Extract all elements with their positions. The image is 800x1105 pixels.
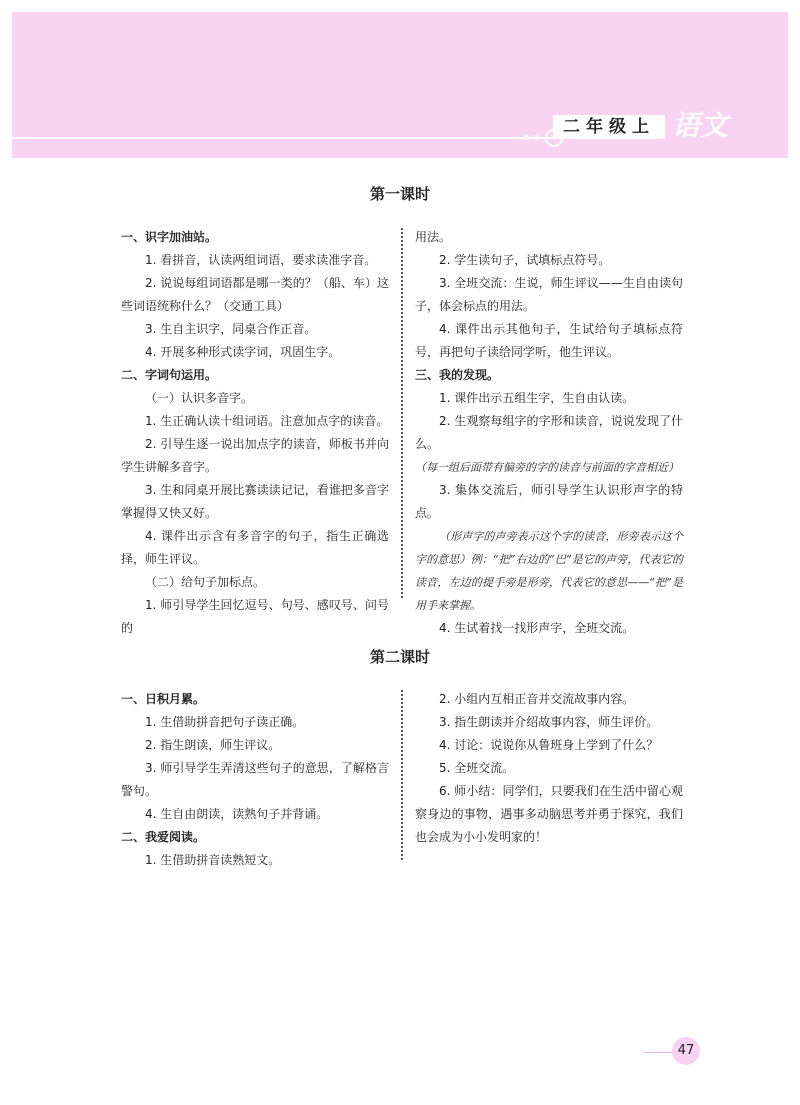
paragraph: 3. 师引导学生弄清这些句子的意思，了解格言警句。 [121, 761, 389, 798]
paragraph: 4. 课件出示含有多音字的句子，指生正确选择，师生评议。 [121, 529, 389, 566]
section-heading: 二、字词句运用。 [121, 368, 218, 382]
lesson2-left-column [121, 688, 389, 872]
subject-logo: 语文 [672, 109, 729, 142]
paragraph: 1. 生借助拼音读熟短文。 [145, 853, 281, 867]
paragraph: 1. 师引导学生回忆逗号、句号、感叹号、问号的 [121, 598, 389, 635]
paragraph: 2. 小组内互相正音并交流故事内容。 [439, 692, 635, 706]
lesson1-title: 第一课时 [369, 185, 430, 203]
section-heading: 一、识字加油站。 [121, 230, 218, 244]
lesson1-left-column [121, 226, 389, 640]
column-divider [401, 228, 403, 598]
lesson2-title: 第二课时 [369, 648, 430, 666]
paragraph: 2. 生观察每组字的字形和读音，说说发现了什么。 [415, 414, 683, 451]
grade-label: 二年级上 [553, 115, 665, 139]
banner-line [12, 137, 564, 139]
paragraph: 1. 课件出示五组生字，生自由认读。 [439, 391, 635, 405]
paragraph: 2. 引导生逐一说出加点字的读音，师板书并向学生讲解多音字。 [121, 437, 389, 474]
paragraph: 2. 学生读句子，试填标点符号。 [439, 253, 611, 267]
paragraph: （一）认识多音字。 [145, 391, 254, 405]
banner-dot [534, 135, 539, 140]
lesson1-right-column [415, 226, 683, 640]
paragraph: 2. 指生朗读，师生评议。 [145, 738, 281, 752]
paragraph: 3. 集体交流后，师引导学生认识形声字的特点。 [415, 483, 683, 520]
paragraph: 用法。 [415, 230, 452, 244]
paragraph: 1. 生借助拼音把句子读正确。 [145, 715, 305, 729]
paragraph: 4. 课件出示其他句子，生试给句子填标点符号，再把句子读给同学听，他生评议。 [415, 322, 683, 359]
paragraph: 1. 看拼音，认读两组词语，要求读准字音。 [145, 253, 377, 267]
paragraph: （二）给句子加标点。 [145, 575, 266, 589]
paragraph: 3. 指生朗读并介绍故事内容，师生评价。 [439, 715, 659, 729]
paragraph: 3. 生和同桌开展比赛读读记记，看谁把多音字掌握得又快又好。 [121, 483, 389, 520]
paragraph: 5. 全班交流。 [439, 761, 515, 775]
paragraph: 3. 生自主识字，同桌合作正音。 [145, 322, 317, 336]
paragraph: 2. 说说每组词语都是哪一类的？（船、车）这些词语统称什么？（交通工具） [121, 276, 389, 313]
paragraph: 4. 讨论：说说你从鲁班身上学到了什么？ [439, 738, 659, 752]
section-heading: 一、日积月累。 [121, 692, 206, 706]
lesson2-right-column [415, 688, 683, 849]
section-heading: 二、我爱阅读。 [121, 830, 206, 844]
banner-dot [524, 135, 529, 140]
paragraph: 4. 生自由朗读，读熟句子并背诵。 [145, 807, 329, 821]
paragraph: 1. 生正确认读十组词语。注意加点字的读音。 [145, 414, 389, 428]
paragraph: （每一组后面带有偏旁的字的读音与前面的字音相近） [415, 461, 679, 474]
paragraph: 4. 开展多种形式读字词，巩固生字。 [145, 345, 341, 359]
page-number: 47 [672, 1037, 700, 1065]
column-divider [401, 690, 403, 860]
paragraph: 4. 生试着找一找形声字，全班交流。 [439, 621, 635, 635]
paragraph: 3. 全班交流：生说，师生评议——生自由读句子，体会标点的用法。 [415, 276, 683, 313]
paragraph: 6. 师小结：同学们，只要我们在生活中留心观察身边的事物，遇事多动脑思考并勇于探究，我们也会成为小小发明家的！ [415, 784, 683, 844]
page-number-line [644, 1052, 674, 1053]
section-heading: 三、我的发现。 [415, 368, 500, 382]
paragraph: （形声字的声旁表示这个字的读音，形旁表示这个字的意思）例：“把”右边的“巴”是它的声旁，代表它的读音，左边的提手旁是形旁，代表它的意思——“把”是用手来掌握。 [415, 530, 683, 612]
